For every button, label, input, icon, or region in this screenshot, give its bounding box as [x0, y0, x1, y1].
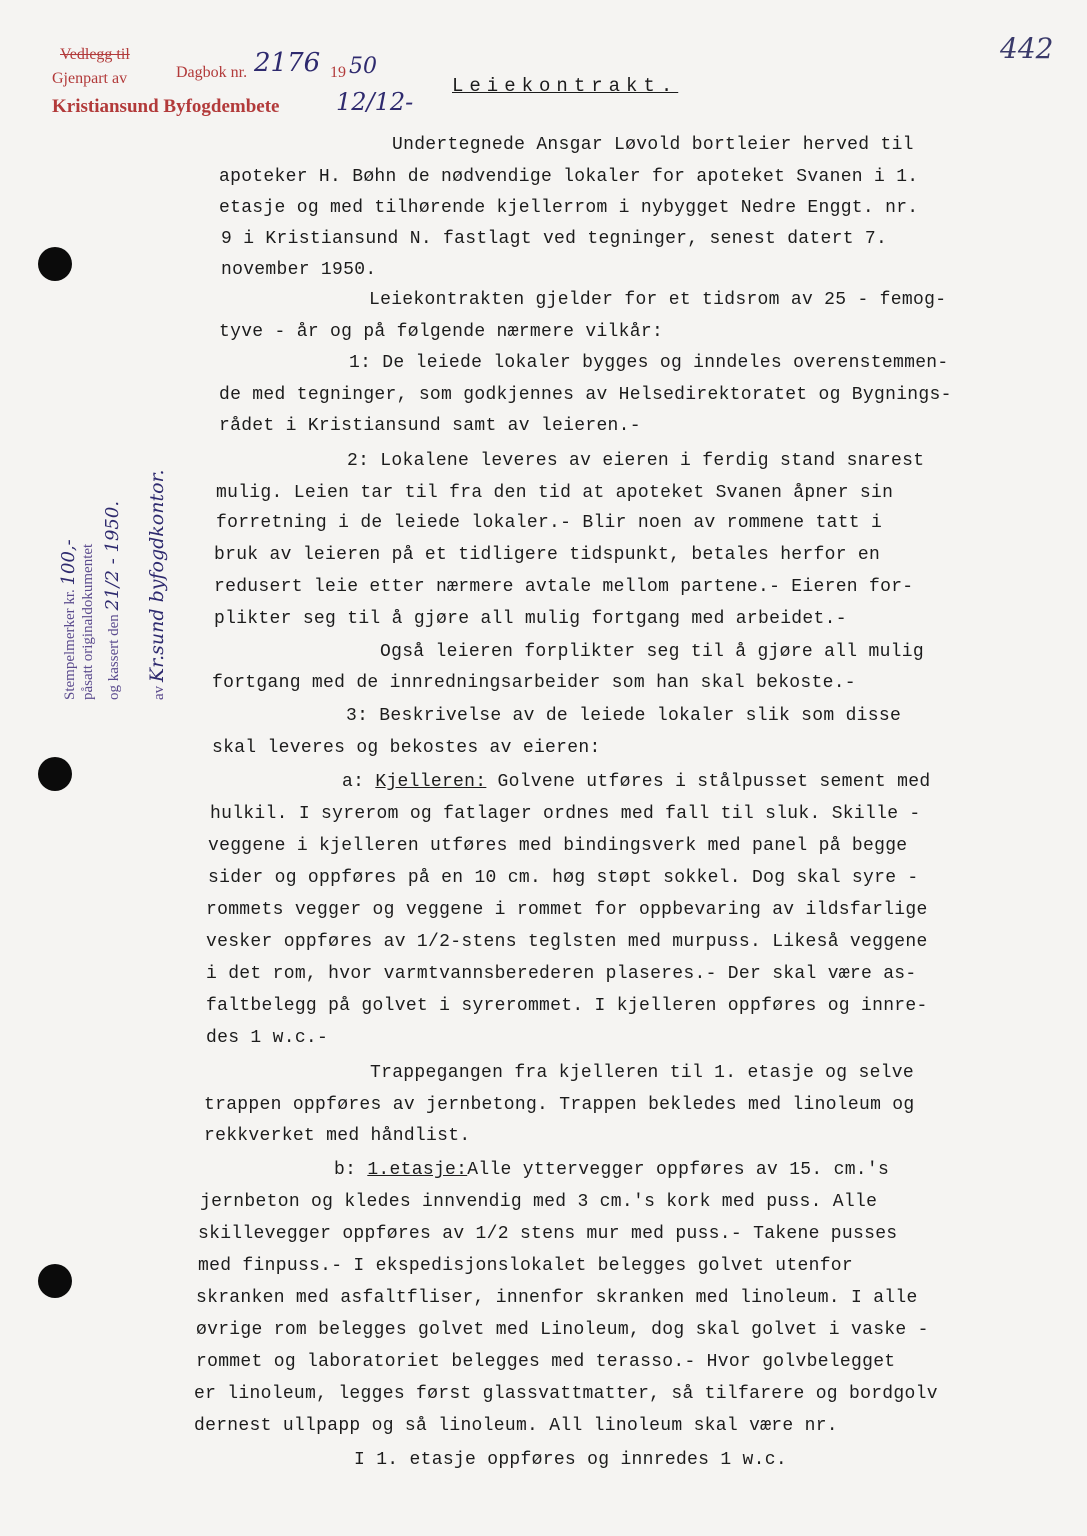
binder-hole-3	[38, 1264, 72, 1298]
text-line: jernbeton og kledes innvendig med 3 cm.'s kork med puss. Alle	[200, 1192, 878, 1212]
item-b-heading: 1.etasje:	[367, 1160, 468, 1180]
text-line: de med tegninger, som godkjennes av Helsedirektoratet og Bygnings-	[219, 385, 952, 405]
year-suffix: 50	[349, 54, 377, 79]
stamp-year-prefix: 19	[330, 64, 346, 81]
text-line: mulig. Leien tar til fra den tid at apoteket Svanen åpner sin	[216, 483, 894, 503]
dagbok-number: 2176	[254, 48, 321, 78]
text-line: bruk av leieren på et tidligere tidspunkt, betales herfor en	[214, 545, 881, 565]
text-line: vesker oppføres av 1/2-stens teglsten med murpuss. Likeså veggene	[206, 932, 928, 952]
text-line: des 1 w.c.-	[206, 1028, 329, 1048]
stamp-line-gjenpart: Gjenpart av	[52, 70, 128, 87]
item-a-heading: Kjelleren:	[375, 772, 487, 792]
text-line: fortgang med de innredningsarbeider som han skal bekoste.-	[212, 673, 856, 693]
binder-hole-2	[38, 757, 72, 791]
side-stamp-line3	[102, 501, 123, 700]
item-a-row	[342, 772, 930, 792]
text-line: trappen oppføres av jernbetong. Trappen bekledes med linoleum og	[204, 1095, 915, 1115]
text-line: rekkverket med håndlist.	[204, 1126, 471, 1146]
text-line: tyve - år og på følgende nærmere vilkår:	[219, 322, 664, 342]
text-line: 1: De leiede lokaler bygges og inndeles overenstemmen-	[349, 353, 949, 373]
text-line: Undertegnede Ansgar Løvold bortleier herved til	[392, 135, 914, 155]
side-stamp-line4-prefix: av	[151, 685, 167, 700]
side-stamp-line2: påsatt originaldokumentet	[80, 543, 96, 700]
text-line: rommets vegger og veggene i rommet for oppbevaring av ildsfarlige	[206, 900, 928, 920]
item-b-text: Alle yttervegger oppføres av 15. cm.'s	[467, 1160, 890, 1180]
text-line: november 1950.	[221, 260, 377, 280]
side-stamp-line3-label: og kassert den	[106, 614, 122, 700]
text-line: 3: Beskrivelse av de leiede lokaler slik som disse	[346, 706, 902, 726]
text-line: apoteker H. Bøhn de nødvendige lokaler for apoteket Svanen i 1.	[219, 167, 919, 187]
text-line: er linoleum, legges først glassvattmatter, så tilfarere og bordgolv	[194, 1384, 938, 1404]
text-line: hulkil. I syrerom og fatlager ordnes med fall til sluk. Skille -	[210, 804, 921, 824]
text-line: 2: Lokalene leveres av eieren i ferdig stand snarest	[347, 451, 925, 471]
item-a-text: Golvene utføres i stålpusset sement med	[497, 772, 931, 792]
text-line: i det rom, hvor varmtvannsberederen plaseres.- Der skal være as-	[206, 964, 917, 984]
text-line: forretning i de leiede lokaler.- Blir noen av rommene tatt i	[216, 513, 883, 533]
text-line: skillevegger oppføres av 1/2 stens mur med puss.- Takene pusses	[198, 1224, 898, 1244]
stamp-line-vedlegg: Vedlegg til	[60, 46, 130, 63]
text-line: sider og oppføres på en 10 cm. høg støpt sokkel. Dog skal syre -	[208, 868, 919, 888]
text-line: etasje og med tilhørende kjellerrom i nybygget Nedre Enggt. nr.	[219, 198, 919, 218]
text-line: Leiekontrakten gjelder for et tidsrom av 25 - femog-	[369, 290, 947, 310]
side-stamp-amount: 100,-	[58, 539, 79, 586]
text-line: Trappegangen fra kjelleren til 1. etasje og selve	[370, 1063, 914, 1083]
stamp-dagbok-label: Dagbok nr.	[176, 64, 248, 81]
binder-hole-1	[38, 247, 72, 281]
item-b-row	[334, 1160, 889, 1180]
page-title: Leiekontrakt.	[452, 75, 679, 97]
text-line: veggene i kjelleren utføres med bindingsverk med panel på begge	[208, 836, 908, 856]
side-stamp-date: 21/2 - 1950.	[102, 500, 123, 611]
text-line: øvrige rom belegges golvet med Linoleum, dog skal golvet i vaske -	[196, 1320, 929, 1340]
dagbok-date: 12/12-	[336, 88, 414, 116]
text-line: med finpuss.- I ekspedisjonslokalet belegges golvet utenfor	[198, 1256, 854, 1276]
text-line: redusert leie etter nærmere avtale mellom partene.- Eieren for-	[214, 577, 914, 597]
text-line: rommet og laboratoriet belegges med terasso.- Hvor golvbelegget	[196, 1352, 896, 1372]
side-stamp-line1	[58, 539, 79, 700]
stamp-line-office: Kristiansund Byfogdembete	[52, 96, 280, 117]
text-line: dernest ullpapp og så linoleum. All linoleum skal være nr.	[194, 1416, 838, 1436]
text-line: rådet i Kristiansund samt av leieren.-	[219, 416, 641, 436]
item-a-marker: a:	[342, 772, 365, 792]
side-stamp-line4	[146, 469, 168, 700]
text-line: faltbelegg på golvet i syrerommet. I kjelleren oppføres og innre-	[206, 996, 928, 1016]
side-stamp-line1-label: Stempelmerker kr.	[62, 589, 78, 700]
item-b-marker: b:	[334, 1160, 357, 1180]
text-line: Også leieren forplikter seg til å gjøre all mulig	[380, 642, 924, 662]
text-line: 9 i Kristiansund N. fastlagt ved tegninger, senest datert 7.	[221, 229, 888, 249]
text-line: I 1. etasje oppføres og innredes 1 w.c.	[354, 1450, 787, 1470]
text-line: skal leveres og bekostes av eieren:	[212, 738, 601, 758]
page-number: 442	[1000, 32, 1054, 65]
text-line: skranken med asfaltfliser, innenfor skranken med linoleum. I alle	[196, 1288, 918, 1308]
text-line: plikter seg til å gjøre all mulig fortgang med arbeidet.-	[214, 609, 847, 629]
side-stamp-signature: Kr.sund byfogdkontor.	[146, 469, 168, 683]
